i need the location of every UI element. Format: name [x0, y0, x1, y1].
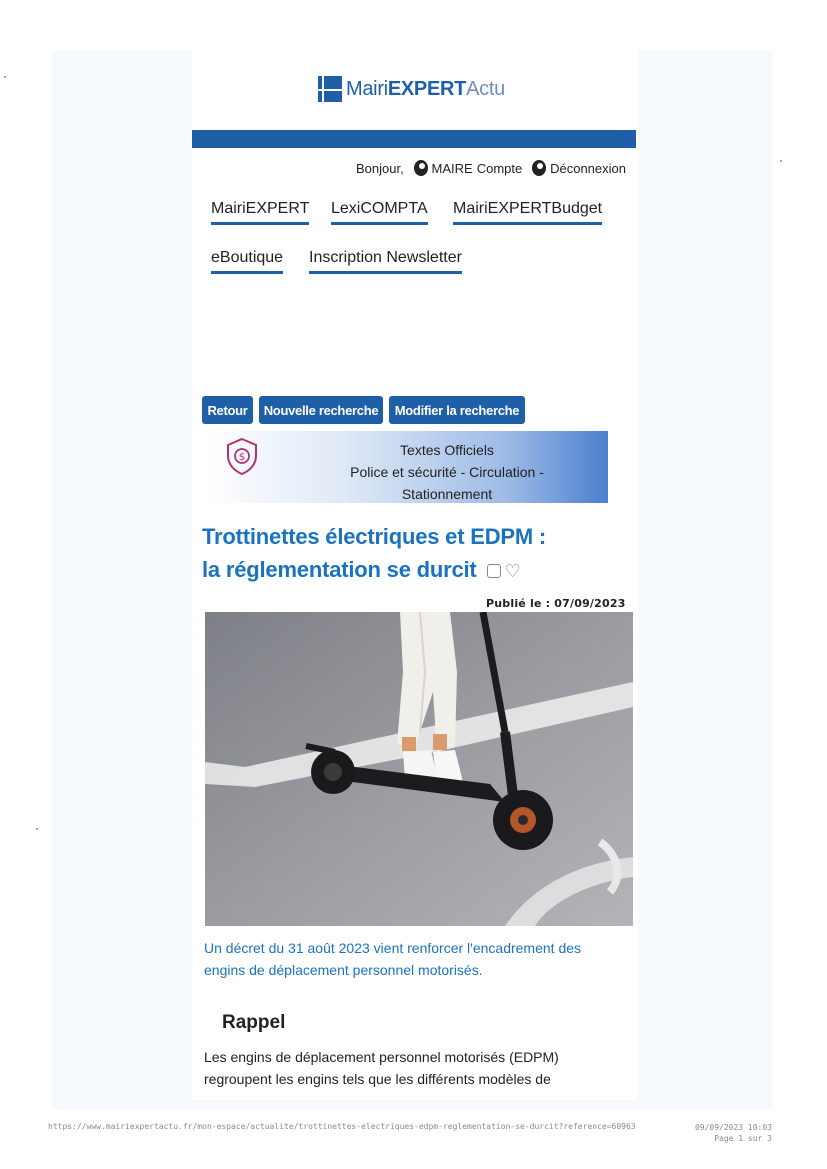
svg-text:$: $: [238, 452, 246, 463]
logo-part-3: Actu: [466, 77, 505, 100]
published-date: Publié le : 07/09/2023: [486, 597, 626, 610]
logout-icon[interactable]: [532, 160, 546, 176]
modify-search-button[interactable]: Modifier la recherche: [389, 396, 525, 424]
logo-mark-icon: [318, 76, 342, 102]
scan-speck: [36, 828, 38, 830]
nav-inscription-newsletter[interactable]: Inscription Newsletter: [309, 249, 462, 274]
nav-eboutique[interactable]: eBoutique: [211, 249, 283, 274]
footer-page: Page 1 sur 3: [714, 1134, 772, 1143]
new-search-button[interactable]: Nouvelle recherche: [259, 396, 383, 424]
user-icon: [414, 160, 428, 176]
scooter-photo: [205, 612, 633, 926]
user-bar: [356, 158, 626, 178]
logo-part-2: EXPERT: [387, 77, 467, 100]
logo-text: [346, 78, 505, 101]
footer-datetime: [686, 1122, 772, 1144]
article-lead: Un décret du 31 août 2023 vient renforcer l'encadrement des engins de déplacement personnel motorisés.: [204, 940, 582, 978]
category-line-1: Textes Officiels: [400, 442, 494, 458]
shield-euro-icon: [222, 436, 262, 476]
scan-speck: [780, 160, 782, 162]
footer-url: https://www.mairiexpertactu.fr/mon-espace/actualite/trottinettes-electriques-edpm-reglementation-se-durcit?reference=60963: [48, 1122, 636, 1131]
header-bar: [192, 130, 636, 148]
heart-icon[interactable]: ♡: [504, 560, 521, 581]
article-body: Les engins de déplacement personnel motorisés (EDPM) regroupent les engins tels que les différents modèles de: [204, 1049, 559, 1087]
category-text: [302, 439, 592, 505]
nav-lexicompta[interactable]: LexiCOMPTA: [331, 200, 428, 225]
category-line-2: Police et sécurité - Circulation -: [350, 464, 544, 480]
article-title: [202, 520, 622, 588]
category-banner: [202, 431, 608, 503]
document-icon[interactable]: [487, 564, 501, 578]
category-line-3: Stationnement: [401, 486, 493, 502]
scan-speck: [4, 76, 6, 78]
account-link[interactable]: Compte: [476, 160, 523, 176]
nav-mairiexpert-budget[interactable]: MairiEXPERTBudget: [453, 200, 602, 225]
logout-link[interactable]: Déconnexion: [550, 160, 626, 176]
nav-mairiexpert[interactable]: MairiEXPERT: [211, 200, 309, 225]
logo-part-1: Mairi: [346, 77, 388, 100]
section-heading: Rappel: [222, 1012, 286, 1033]
back-button[interactable]: Retour: [202, 396, 253, 424]
user-name: MAIRE: [431, 160, 473, 176]
footer-date: 09/09/2023 10:03: [694, 1123, 772, 1132]
site-logo[interactable]: [318, 76, 505, 102]
title-line-2: la réglementation se durcit: [202, 557, 477, 582]
title-line-1: Trottinettes électriques et EDPM :: [202, 524, 547, 549]
greeting-text: Bonjour,: [356, 160, 404, 176]
